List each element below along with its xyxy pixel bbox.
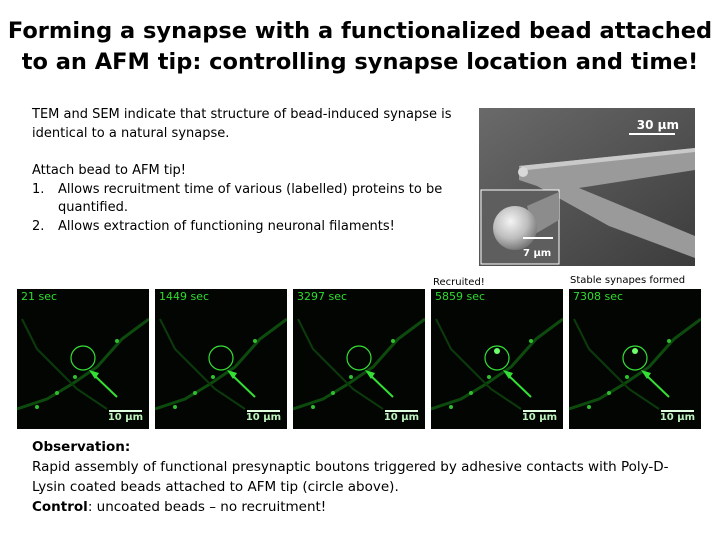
list-item — [32, 218, 472, 237]
scale-bar-label: 10 μm — [521, 412, 557, 423]
micrograph-drawing — [17, 289, 149, 429]
list-text: Allows extraction of functioning neuronal filaments! — [58, 218, 395, 234]
list-number: 1. — [32, 181, 45, 197]
list-number: 2. — [32, 218, 45, 234]
micrograph-drawing — [431, 289, 563, 429]
timestamp: 5859 sec — [435, 290, 486, 303]
attach-section — [32, 162, 472, 236]
micrograph-drawing — [569, 289, 701, 429]
timestamp: 7308 sec — [573, 290, 624, 303]
attach-heading: Attach bead to AFM tip! — [32, 163, 187, 178]
micrograph-drawing — [155, 289, 287, 429]
slide-title: Forming a synapse with a functionalized bead attached to an AFM tip: controlling synapse location and time! — [7, 18, 713, 75]
scale-bar-label: 10 μm — [107, 412, 143, 423]
recruited-label: Recruited! — [433, 277, 485, 288]
fluorescence-panel — [17, 289, 149, 429]
observation-heading: Observation: — [32, 439, 131, 455]
list-text: Allows recruitment time of various (labelled) proteins to be quantified. — [58, 181, 443, 215]
scale-bar-label: 10 μm — [659, 412, 695, 423]
scale-bar-label: 10 μm — [383, 412, 419, 423]
fluorescence-panel — [569, 289, 701, 429]
timestamp: 1449 sec — [159, 290, 210, 303]
timestamp: 3297 sec — [297, 290, 348, 303]
observation-text: Rapid assembly of functional presynaptic boutons triggered by adhesive contacts with Poly-D-Lysin coated beads attached to AFM tip (circle above). — [32, 459, 669, 495]
list-item — [32, 181, 472, 218]
sem-image — [479, 108, 695, 266]
control-heading: Control — [32, 499, 88, 515]
intro-text: TEM and SEM indicate that structure of bead-induced synapse is identical to a natural synapse. — [32, 107, 452, 141]
scale-label-small: 7 μm — [523, 248, 552, 259]
observation-block — [32, 437, 692, 517]
fluorescence-panel — [293, 289, 425, 429]
fluorescence-panels — [17, 289, 701, 429]
scale-bar-label: 10 μm — [245, 412, 281, 423]
scale-label-large: 30 μm — [636, 118, 679, 132]
micrograph-drawing — [293, 289, 425, 429]
timestamp: 21 sec — [21, 290, 58, 303]
stable-label: Stable synapes formed — [570, 275, 686, 286]
fluorescence-panel — [431, 289, 563, 429]
fluorescence-panel — [155, 289, 287, 429]
benefit-list — [32, 181, 472, 237]
control-text: : uncoated beads – no recruitment! — [87, 499, 327, 515]
